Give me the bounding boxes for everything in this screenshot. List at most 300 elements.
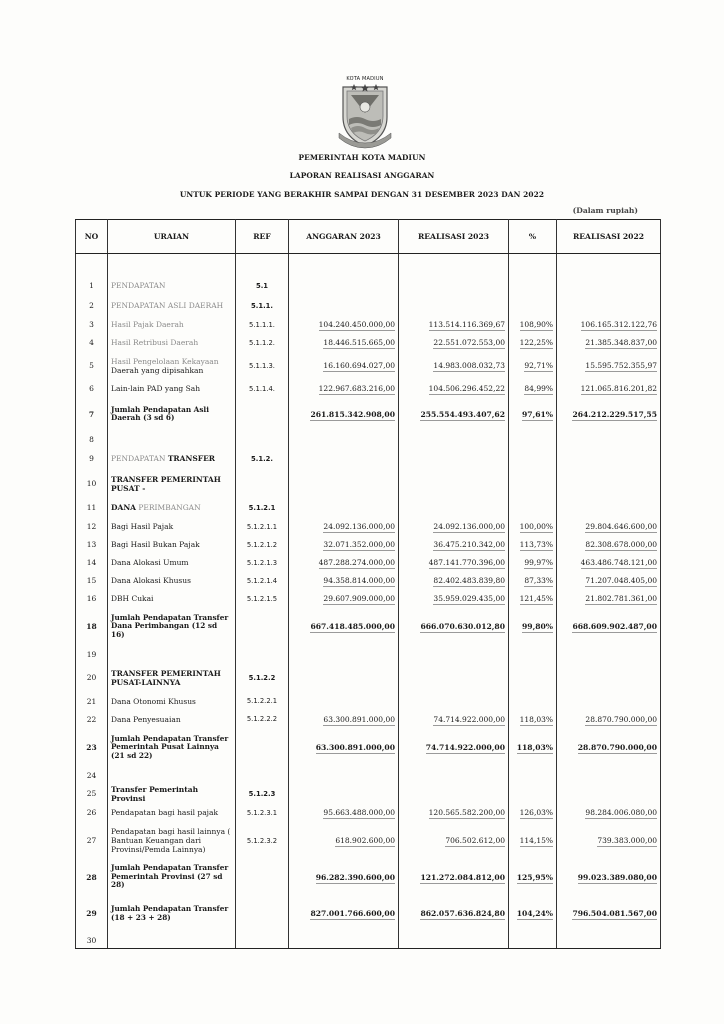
row-description: Lain-lain PAD yang Sah [108, 380, 236, 398]
row-number: 24 [76, 767, 108, 784]
anggaran-2023-cell [289, 448, 399, 470]
row-number: 19 [76, 646, 108, 663]
percent-cell [509, 380, 557, 398]
logo-caption: KOTA MADIUN [346, 76, 384, 82]
row-ref-code [236, 470, 289, 498]
row-description-part: Daerah yang dipisahkan [111, 365, 204, 375]
row-ref-code [236, 933, 289, 949]
realisasi-2022-cell [557, 895, 661, 933]
row-ref-code [236, 860, 289, 895]
row-ref-code [236, 646, 289, 663]
row-description: PENDAPATAN ASLI DAERAH [108, 296, 236, 316]
realisasi-2023-cell [399, 710, 509, 729]
anggaran-2023-cell [289, 646, 399, 663]
total-row [76, 860, 661, 895]
col-header-realisasi-2022: REALISASI 2022 [557, 220, 661, 254]
anggaran-2023-cell [289, 710, 399, 729]
percent-cell [509, 822, 557, 860]
total-row [76, 608, 661, 646]
percent-cell [509, 608, 557, 646]
realisasi-2022-cell [557, 663, 661, 693]
realisasi-2023-cell [399, 334, 509, 352]
anggaran-2023-cell-value: 261.815.342.908,00 [310, 409, 395, 419]
realisasi-2023-cell [399, 767, 509, 784]
row-description: Jumlah Pendapatan Transfer Pemerintah Pusat Lainnya (21 sd 22) [108, 729, 236, 767]
row-ref-code: 5.1.1.3. [236, 352, 289, 380]
row-ref-code: 5.1.1.1. [236, 316, 289, 334]
realisasi-2022-cell-value: 29.804.646.600,00 [585, 522, 657, 531]
row-description [108, 767, 236, 784]
table-row [76, 804, 661, 822]
realisasi-2023-cell [399, 276, 509, 296]
realisasi-2022-cell [557, 554, 661, 572]
realisasi-2022-cell [557, 822, 661, 860]
realisasi-2023-cell [399, 822, 509, 860]
percent-cell [509, 554, 557, 572]
table-row [76, 316, 661, 334]
row-number: 18 [76, 608, 108, 646]
row-description [108, 646, 236, 663]
anggaran-2023-cell-value: 827.001.766.600,00 [310, 909, 395, 918]
row-description: Jumlah Pendapatan Transfer Pemerintah Provinsi (27 sd 28) [108, 860, 236, 895]
percent-cell-value: 97,61% [522, 409, 553, 419]
row-ref-code: 5.1 [236, 276, 289, 296]
row-number: 1 [76, 276, 108, 296]
row-description: PENDAPATAN [108, 276, 236, 296]
table-row [76, 470, 661, 498]
row-number: 9 [76, 448, 108, 470]
realisasi-2022-cell [557, 296, 661, 316]
row-number: 2 [76, 296, 108, 316]
table-row [76, 693, 661, 710]
total-row [76, 729, 661, 767]
realisasi-2022-cell [557, 860, 661, 895]
table-row [76, 933, 661, 949]
table-row [76, 352, 661, 380]
row-description: TRANSFER PEMERINTAH PUSAT - [108, 470, 236, 498]
currency-unit-note: (Dalam rupiah) [572, 206, 638, 215]
percent-cell [509, 646, 557, 663]
col-header-ref: REF [236, 220, 289, 254]
realisasi-2023-cell [399, 784, 509, 804]
row-ref-code: 5.1.2.1 [236, 498, 289, 518]
anggaran-2023-cell-value: 95.663.488.000,00 [323, 808, 395, 817]
realisasi-2022-cell-value: 21.802.781.361,00 [585, 594, 657, 603]
row-description: Pendapatan bagi hasil pajak [108, 804, 236, 822]
row-number: 20 [76, 663, 108, 693]
anggaran-2023-cell [289, 470, 399, 498]
row-ref-code [236, 767, 289, 784]
percent-cell [509, 334, 557, 352]
percent-cell [509, 296, 557, 316]
row-number: 13 [76, 536, 108, 554]
anggaran-2023-cell [289, 431, 399, 448]
realisasi-2023-cell-value: 120.565.582.200,00 [428, 808, 505, 817]
table-row [76, 590, 661, 608]
realisasi-2022-cell [557, 398, 661, 431]
row-ref-code: 5.1.2.1.5 [236, 590, 289, 608]
percent-cell [509, 254, 557, 276]
table-row [76, 572, 661, 590]
percent-cell [509, 572, 557, 590]
row-description [108, 448, 236, 470]
anggaran-2023-cell [289, 590, 399, 608]
realisasi-2022-cell [557, 933, 661, 949]
realisasi-2022-cell [557, 729, 661, 767]
percent-cell [509, 431, 557, 448]
anggaran-2023-cell [289, 536, 399, 554]
anggaran-2023-cell [289, 822, 399, 860]
realisasi-2022-cell [557, 431, 661, 448]
realisasi-2023-cell [399, 254, 509, 276]
realisasi-2023-cell [399, 646, 509, 663]
percent-cell [509, 470, 557, 498]
percent-cell-value: 125,95% [516, 872, 553, 882]
realisasi-2022-cell [557, 352, 661, 380]
row-description [108, 498, 236, 518]
realisasi-2023-cell [399, 895, 509, 933]
percent-cell-value: 84,99% [524, 384, 553, 393]
realisasi-2023-cell [399, 518, 509, 536]
realisasi-2022-cell [557, 316, 661, 334]
row-ref-code: 5.1.2. [236, 448, 289, 470]
realisasi-2022-cell-value: 668.609.902.487,00 [572, 622, 657, 631]
realisasi-2022-cell-value: 15.595.752.355,97 [585, 361, 657, 370]
anggaran-2023-cell-value: 63.300.891.000,00 [323, 714, 395, 724]
col-header-uraian: URAIAN [108, 220, 236, 254]
total-row [76, 398, 661, 431]
anggaran-2023-cell [289, 398, 399, 431]
percent-cell [509, 784, 557, 804]
row-number: 10 [76, 470, 108, 498]
realisasi-2023-cell [399, 470, 509, 498]
realisasi-2023-cell [399, 554, 509, 572]
realisasi-2023-cell-value: 706.502.612,00 [445, 836, 505, 845]
anggaran-2023-cell [289, 498, 399, 518]
row-description-grey-part: Hasil Pengelolaan Kekayaan [111, 356, 219, 366]
realisasi-2023-cell [399, 572, 509, 590]
realisasi-2022-cell-value: 71.207.048.405,00 [585, 576, 657, 585]
realisasi-2023-cell-value: 862.057.636.824,80 [420, 909, 505, 918]
row-number: 11 [76, 498, 108, 518]
realisasi-2022-cell [557, 767, 661, 784]
realisasi-2022-cell-value: 106.165.312.122,76 [580, 320, 657, 329]
row-description: Pendapatan bagi hasil lainnya ( Bantuan Keuangan dari Provinsi/Pemda Lainnya) [108, 822, 236, 860]
realisasi-2022-cell [557, 498, 661, 518]
percent-cell [509, 316, 557, 334]
realisasi-2022-cell-value: 28.870.790.000,00 [577, 743, 657, 752]
realisasi-2023-cell [399, 536, 509, 554]
realisasi-2022-cell-value: 99.023.389.080,00 [577, 872, 657, 882]
col-header-no: NO [76, 220, 108, 254]
total-row [76, 895, 661, 933]
realisasi-2023-cell-value: 82.402.483.839,80 [433, 576, 505, 585]
anggaran-2023-cell-value: 96.282.390.600,00 [315, 872, 395, 882]
realisasi-2023-cell-value: 24.092.136.000,00 [433, 522, 505, 531]
realisasi-2022-cell-value: 98.284.006.080,00 [585, 808, 657, 817]
row-ref-code: 5.1.2.3 [236, 784, 289, 804]
row-description [108, 352, 236, 380]
realisasi-2022-cell [557, 608, 661, 646]
row-description [108, 933, 236, 949]
realisasi-2023-cell-value: 255.554.493.407,62 [420, 409, 505, 419]
anggaran-2023-cell [289, 276, 399, 296]
realisasi-2023-cell [399, 663, 509, 693]
anggaran-2023-cell [289, 860, 399, 895]
realisasi-2023-cell-value: 74.714.922.000,00 [425, 743, 505, 752]
percent-cell [509, 804, 557, 822]
row-number: 15 [76, 572, 108, 590]
percent-cell [509, 860, 557, 895]
anggaran-2023-cell [289, 518, 399, 536]
realisasi-2023-cell [399, 804, 509, 822]
realisasi-2022-cell [557, 693, 661, 710]
anggaran-2023-cell [289, 352, 399, 380]
percent-cell [509, 933, 557, 949]
table-row [76, 518, 661, 536]
row-ref-code: 5.1.2.1.2 [236, 536, 289, 554]
realisasi-2023-cell-value: 14.983.008.032,73 [433, 361, 505, 370]
row-number: 14 [76, 554, 108, 572]
anggaran-2023-cell-value: 618.902.600,00 [335, 836, 395, 845]
row-ref-code: 5.1.2.2.2 [236, 710, 289, 729]
row-number: 26 [76, 804, 108, 822]
anggaran-2023-cell [289, 663, 399, 693]
percent-cell [509, 729, 557, 767]
anggaran-2023-cell [289, 554, 399, 572]
percent-cell [509, 276, 557, 296]
row-ref-code: 5.1.1. [236, 296, 289, 316]
realisasi-2022-cell [557, 518, 661, 536]
realisasi-2023-cell [399, 498, 509, 518]
percent-cell-value: 126,03% [519, 808, 553, 817]
realisasi-2022-cell-value: 21.385.348.837,00 [585, 338, 657, 347]
percent-cell [509, 518, 557, 536]
col-header-anggaran-2023: ANGGARAN 2023 [289, 220, 399, 254]
row-number: 7 [76, 398, 108, 431]
realisasi-2022-cell [557, 590, 661, 608]
row-description: Bagi Hasil Bukan Pajak [108, 536, 236, 554]
anggaran-2023-cell [289, 608, 399, 646]
anggaran-2023-cell [289, 254, 399, 276]
row-number: 8 [76, 431, 108, 448]
realisasi-2022-cell-value: 264.212.229.517,55 [572, 409, 657, 419]
anggaran-2023-cell [289, 572, 399, 590]
percent-cell-value: 99,80% [522, 622, 553, 631]
table-row [76, 767, 661, 784]
realisasi-2022-cell [557, 276, 661, 296]
anggaran-2023-cell [289, 380, 399, 398]
row-ref-code: 5.1.2.2 [236, 663, 289, 693]
row-number: 29 [76, 895, 108, 933]
realisasi-2023-cell-value: 487.141.770.396,00 [428, 558, 505, 567]
anggaran-2023-cell-value: 104.240.450.000,00 [318, 320, 395, 329]
percent-cell-value: 122,25% [519, 338, 553, 347]
realisasi-2022-cell [557, 254, 661, 276]
city-coat-of-arms-logo [335, 76, 395, 150]
row-description: Jumlah Pendapatan Asli Daerah (3 sd 6) [108, 398, 236, 431]
row-description-part: DANA [111, 503, 136, 512]
row-description: Jumlah Pendapatan Transfer (18 + 23 + 28) [108, 895, 236, 933]
row-number: 16 [76, 590, 108, 608]
anggaran-2023-cell-value: 94.358.814.000,00 [323, 576, 395, 585]
row-ref-code: 5.1.2.1.1 [236, 518, 289, 536]
row-number: 4 [76, 334, 108, 352]
row-description: DBH Cukai [108, 590, 236, 608]
anggaran-2023-cell-value: 32.071.352.000,00 [323, 540, 395, 549]
realisasi-2022-cell-value: 82.308.678.000,00 [585, 540, 657, 549]
anggaran-2023-cell-value: 63.300.891.000,00 [315, 743, 395, 752]
report-period: UNTUK PERIODE YANG BERAKHIR SAMPAI DENGAN 31 DESEMBER 2023 DAN 2022 [179, 190, 545, 199]
row-ref-code: 5.1.2.2.1 [236, 693, 289, 710]
percent-cell-value: 118,03% [516, 743, 553, 752]
percent-cell [509, 536, 557, 554]
percent-cell-value: 118,03% [519, 714, 553, 724]
anggaran-2023-cell-value: 18.446.515.665,00 [323, 338, 395, 347]
anggaran-2023-cell [289, 767, 399, 784]
row-ref-code: 5.1.1.2. [236, 334, 289, 352]
realisasi-2023-cell [399, 590, 509, 608]
col-header-realisasi-2023: REALISASI 2023 [399, 220, 509, 254]
percent-cell-value: 100,00% [519, 522, 553, 531]
percent-cell-value: 104,24% [516, 909, 553, 918]
percent-cell [509, 448, 557, 470]
realisasi-2022-cell [557, 572, 661, 590]
realisasi-2022-cell [557, 380, 661, 398]
realisasi-2022-cell-value: 121.065.816.201,82 [580, 384, 657, 393]
realisasi-2023-cell-value: 22.551.072.553,00 [433, 338, 505, 347]
realisasi-2022-cell [557, 784, 661, 804]
realisasi-2022-cell-value: 463.486.748.121,00 [580, 558, 657, 567]
table-row [76, 334, 661, 352]
percent-cell [509, 693, 557, 710]
row-ref-code: 5.1.1.4. [236, 380, 289, 398]
percent-cell [509, 352, 557, 380]
percent-cell [509, 710, 557, 729]
row-number: 25 [76, 784, 108, 804]
percent-cell-value: 87,33% [524, 576, 553, 585]
realisasi-2022-cell [557, 646, 661, 663]
realisasi-2022-cell [557, 470, 661, 498]
realisasi-2023-cell-value: 121.272.084.812,00 [420, 872, 505, 882]
realisasi-2023-cell [399, 933, 509, 949]
realisasi-2023-cell-value: 113.514.116.369,67 [428, 320, 505, 329]
anggaran-2023-cell-value: 29.607.909.000,00 [323, 594, 395, 603]
table-body [76, 254, 661, 949]
row-ref-code [236, 431, 289, 448]
anggaran-2023-cell [289, 933, 399, 949]
table-row [76, 822, 661, 860]
percent-cell-value: 92,71% [524, 361, 553, 370]
realisasi-2022-cell-value: 796.504.081.567,00 [572, 909, 657, 918]
table-row [76, 296, 661, 316]
row-description [108, 254, 236, 276]
percent-cell [509, 767, 557, 784]
table-row [76, 380, 661, 398]
realisasi-2023-cell-value: 104.506.296.452,22 [428, 384, 505, 393]
table-row [76, 448, 661, 470]
row-ref-code: 5.1.2.1.3 [236, 554, 289, 572]
realisasi-2023-cell [399, 860, 509, 895]
table-header-row [76, 220, 661, 254]
anggaran-2023-cell-value: 24.092.136.000,00 [323, 522, 395, 531]
percent-cell-value: 121,45% [519, 594, 553, 603]
realisasi-2022-cell [557, 448, 661, 470]
row-number: 23 [76, 729, 108, 767]
row-ref-code [236, 608, 289, 646]
budget-realization-table [75, 219, 661, 949]
percent-cell-value: 113,73% [519, 540, 553, 549]
col-header-percent: % [509, 220, 557, 254]
row-number: 27 [76, 822, 108, 860]
realisasi-2022-cell-value: 739.383.000,00 [597, 836, 657, 845]
table-row [76, 646, 661, 663]
realisasi-2023-cell-value: 74.714.922.000,00 [433, 714, 505, 724]
realisasi-2023-cell [399, 608, 509, 646]
table-row [76, 498, 661, 518]
row-description-part: TRANSFER [167, 454, 216, 463]
realisasi-2023-cell [399, 693, 509, 710]
row-description-grey-part: PENDAPATAN [111, 454, 166, 463]
row-ref-code: 5.1.2.3.1 [236, 804, 289, 822]
row-description: Jumlah Pendapatan Transfer Dana Perimbangan (12 sd 16) [108, 608, 236, 646]
row-number [76, 254, 108, 276]
realisasi-2022-cell [557, 710, 661, 729]
row-ref-code [236, 254, 289, 276]
row-description [108, 431, 236, 448]
row-description: Dana Alokasi Khusus [108, 572, 236, 590]
table-row [76, 276, 661, 296]
row-number: 30 [76, 933, 108, 949]
table-row [76, 536, 661, 554]
anggaran-2023-cell-value: 16.160.694.027,00 [323, 361, 395, 370]
anggaran-2023-cell [289, 895, 399, 933]
percent-cell [509, 498, 557, 518]
row-description: TRANSFER PEMERINTAH PUSAT-LAINNYA [108, 663, 236, 693]
anggaran-2023-cell-value: 667.418.485.000,00 [310, 622, 395, 631]
row-description-grey-part: PERIMBANGAN [138, 503, 201, 512]
table-row [76, 710, 661, 729]
row-description: Hasil Retribusi Daerah [108, 334, 236, 352]
table-row [76, 431, 661, 448]
realisasi-2022-cell [557, 804, 661, 822]
row-description: Dana Penyesuaian [108, 710, 236, 729]
anggaran-2023-cell [289, 729, 399, 767]
anggaran-2023-cell [289, 296, 399, 316]
realisasi-2023-cell-value: 35.959.029.435,00 [433, 594, 505, 603]
realisasi-2023-cell [399, 316, 509, 334]
row-number: 3 [76, 316, 108, 334]
shield-emblem-icon [337, 83, 393, 149]
anggaran-2023-cell [289, 784, 399, 804]
table-row [76, 254, 661, 276]
realisasi-2023-cell [399, 296, 509, 316]
realisasi-2023-cell [399, 448, 509, 470]
table-row [76, 663, 661, 693]
row-description: Bagi Hasil Pajak [108, 518, 236, 536]
percent-cell [509, 663, 557, 693]
row-description: Hasil Pajak Daerah [108, 316, 236, 334]
row-description: Transfer Pemerintah Provinsi [108, 784, 236, 804]
percent-cell-value: 114,15% [519, 836, 553, 845]
government-name: PEMERINTAH KOTA MADIUN [298, 153, 426, 162]
percent-cell-value: 108,90% [519, 320, 553, 329]
realisasi-2022-cell-value: 28.870.790.000,00 [585, 714, 657, 724]
percent-cell [509, 398, 557, 431]
row-ref-code [236, 895, 289, 933]
table-row [76, 784, 661, 804]
row-number: 12 [76, 518, 108, 536]
